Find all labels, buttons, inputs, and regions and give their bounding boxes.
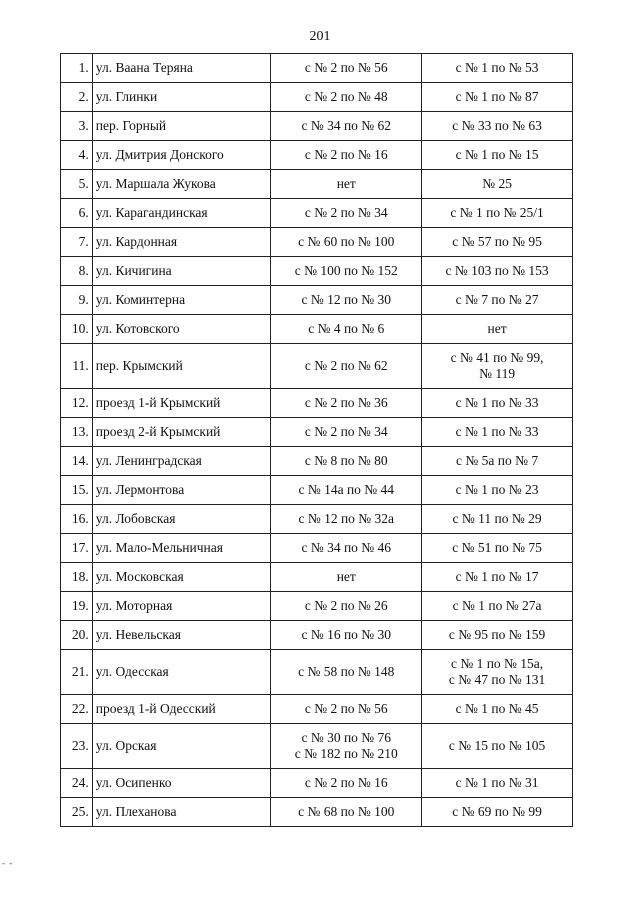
street-name-cell-text: проезд 1-й Одесский: [95, 701, 216, 716]
odd-range-cell-text: нет: [487, 321, 507, 336]
odd-range-cell: [422, 476, 573, 505]
odd-range-cell-text: с № 57 по № 95: [452, 234, 542, 249]
street-name-cell: [92, 592, 271, 621]
row-number-cell-text: 20.: [71, 627, 89, 642]
row-number-cell: [61, 724, 93, 769]
even-range-cell-text: с № 2 по № 48: [304, 89, 388, 104]
even-range-cell-text: с № 2 по № 36: [304, 395, 388, 410]
row-number-cell: [61, 798, 93, 827]
even-range-cell-text: с № 12 по № 30: [301, 292, 392, 307]
even-range-cell: [271, 83, 422, 112]
odd-range-cell-text: с № 1 по № 25/1: [450, 205, 544, 220]
street-name-cell-text: ул. Лобовская: [95, 511, 176, 526]
street-name-cell: [92, 769, 271, 798]
odd-range-cell-text: с № 69 по № 99: [452, 804, 542, 819]
even-range-cell: [271, 798, 422, 827]
odd-range-cell: [422, 650, 573, 695]
row-number-cell-text: 14.: [71, 453, 89, 468]
table-row: [61, 592, 573, 621]
even-range-cell: [271, 418, 422, 447]
street-name-cell-text: ул. Кичигина: [95, 263, 172, 278]
row-number-cell-text: 2.: [78, 89, 89, 104]
row-number-cell: [61, 344, 93, 389]
row-number-cell-text: 21.: [71, 664, 89, 679]
row-number-cell-text: 4.: [78, 147, 89, 162]
street-name-cell: [92, 344, 271, 389]
row-number-cell-text: 11.: [72, 358, 89, 373]
row-number-cell-text: 24.: [71, 775, 89, 790]
even-range-cell-text: с № 2 по № 16: [304, 775, 388, 790]
table-row: [61, 621, 573, 650]
row-number-cell: [61, 650, 93, 695]
row-number-cell-text: 5.: [78, 176, 89, 191]
row-number-cell: [61, 563, 93, 592]
streets-table-body: [61, 54, 573, 827]
row-number-cell: [61, 534, 93, 563]
table-row: [61, 418, 573, 447]
odd-range-cell: [422, 447, 573, 476]
odd-range-cell-text: с № 1 по № 17: [455, 569, 539, 584]
odd-range-cell-text: с № 41 по № 99, № 119: [450, 350, 544, 381]
street-name-cell: [92, 54, 271, 83]
row-number-cell-text: 22.: [71, 701, 89, 716]
row-number-cell-text: 13.: [71, 424, 89, 439]
odd-range-cell: [422, 769, 573, 798]
street-name-cell: [92, 228, 271, 257]
page-number: 201: [309, 29, 331, 44]
table-row: [61, 695, 573, 724]
table-row: [61, 228, 573, 257]
even-range-cell-text: нет: [336, 176, 356, 191]
even-range-cell: [271, 592, 422, 621]
street-name-cell: [92, 621, 271, 650]
street-name-cell-text: ул. Карагандинская: [95, 205, 208, 220]
table-row: [61, 505, 573, 534]
odd-range-cell: [422, 199, 573, 228]
street-name-cell: [92, 724, 271, 769]
even-range-cell: [271, 286, 422, 315]
row-number-cell-text: 18.: [71, 569, 89, 584]
even-range-cell-text: с № 2 по № 34: [304, 424, 388, 439]
odd-range-cell-text: с № 1 по № 53: [455, 60, 539, 75]
street-name-cell: [92, 112, 271, 141]
odd-range-cell-text: с № 33 по № 63: [452, 118, 542, 133]
row-number-cell-text: 7.: [78, 234, 89, 249]
street-name-cell-text: ул. Московская: [95, 569, 184, 584]
odd-range-cell-text: с № 11 по № 29: [452, 511, 542, 526]
street-name-cell-text: ул. Глинки: [95, 89, 158, 104]
odd-range-cell: [422, 344, 573, 389]
row-number-cell-text: 23.: [71, 738, 89, 753]
street-name-cell: [92, 286, 271, 315]
odd-range-cell-text: с № 1 по № 27а: [452, 598, 542, 613]
table-row: [61, 199, 573, 228]
odd-range-cell: [422, 83, 573, 112]
street-name-cell-text: ул. Котовского: [95, 321, 180, 336]
street-name-cell-text: ул. Орская: [95, 738, 157, 753]
table-row: [61, 724, 573, 769]
table-row: [61, 447, 573, 476]
row-number-cell-text: 8.: [78, 263, 89, 278]
street-name-cell-text: ул. Плеханова: [95, 804, 177, 819]
row-number-cell: [61, 695, 93, 724]
odd-range-cell: [422, 54, 573, 83]
street-name-cell-text: ул. Осипенко: [95, 775, 172, 790]
odd-range-cell-text: с № 1 по № 33: [455, 424, 539, 439]
table-row: [61, 534, 573, 563]
row-number-cell-text: 12.: [71, 395, 89, 410]
even-range-cell-text: с № 30 по № 76 с № 182 по № 210: [294, 730, 398, 761]
street-name-cell-text: ул. Маршала Жукова: [95, 176, 216, 191]
odd-range-cell-text: с № 51 по № 75: [452, 540, 542, 555]
odd-range-cell: [422, 505, 573, 534]
row-number-cell: [61, 447, 93, 476]
even-range-cell: [271, 724, 422, 769]
street-name-cell-text: ул. Невельская: [95, 627, 181, 642]
row-number-cell: [61, 389, 93, 418]
row-number-cell: [61, 141, 93, 170]
odd-range-cell-text: с № 1 по № 23: [455, 482, 539, 497]
table-row: [61, 315, 573, 344]
row-number-cell-text: 17.: [71, 540, 89, 555]
even-range-cell-text: с № 34 по № 46: [301, 540, 392, 555]
even-range-cell: [271, 315, 422, 344]
odd-range-cell-text: с № 1 по № 15: [455, 147, 539, 162]
even-range-cell-text: с № 2 по № 62: [304, 358, 388, 373]
odd-range-cell: [422, 798, 573, 827]
odd-range-cell-text: с № 1 по № 31: [455, 775, 539, 790]
row-number-cell-text: 10.: [71, 321, 89, 336]
odd-range-cell: [422, 286, 573, 315]
street-name-cell-text: ул. Лермонтова: [95, 482, 185, 497]
odd-range-cell-text: с № 15 по № 105: [448, 738, 546, 753]
even-range-cell: [271, 650, 422, 695]
table-row: [61, 257, 573, 286]
even-range-cell-text: с № 68 по № 100: [298, 804, 395, 819]
row-number-cell: [61, 592, 93, 621]
table-row: [61, 286, 573, 315]
street-name-cell-text: ул. Ленинградская: [95, 453, 202, 468]
table-row: [61, 170, 573, 199]
table-row: [61, 112, 573, 141]
even-range-cell: [271, 344, 422, 389]
odd-range-cell: [422, 257, 573, 286]
table-row: [61, 563, 573, 592]
street-name-cell: [92, 447, 271, 476]
street-name-cell: [92, 170, 271, 199]
even-range-cell-text: с № 100 по № 152: [294, 263, 398, 278]
row-number-cell-text: 15.: [71, 482, 89, 497]
row-number-cell: [61, 199, 93, 228]
street-name-cell: [92, 418, 271, 447]
street-name-cell: [92, 798, 271, 827]
odd-range-cell-text: с № 1 по № 15а, с № 47 по № 131: [448, 656, 546, 687]
street-name-cell: [92, 505, 271, 534]
even-range-cell-text: с № 2 по № 34: [304, 205, 388, 220]
street-name-cell-text: ул. Моторная: [95, 598, 173, 613]
even-range-cell: [271, 621, 422, 650]
odd-range-cell: [422, 170, 573, 199]
row-number-cell-text: 9.: [78, 292, 89, 307]
even-range-cell: [271, 389, 422, 418]
table-row: [61, 54, 573, 83]
street-name-cell: [92, 563, 271, 592]
row-number-cell: [61, 83, 93, 112]
even-range-cell-text: с № 12 по № 32а: [298, 511, 395, 526]
table-row: [61, 83, 573, 112]
odd-range-cell: [422, 592, 573, 621]
even-range-cell: [271, 476, 422, 505]
odd-range-cell: [422, 389, 573, 418]
odd-range-cell: [422, 534, 573, 563]
odd-range-cell: [422, 563, 573, 592]
row-number-cell-text: 3.: [78, 118, 89, 133]
table-row: [61, 650, 573, 695]
even-range-cell-text: с № 2 по № 56: [304, 701, 388, 716]
street-name-cell-text: проезд 1-й Крымский: [95, 395, 221, 410]
even-range-cell-text: с № 8 по № 80: [304, 453, 388, 468]
odd-range-cell-text: № 25: [482, 176, 512, 191]
odd-range-cell: [422, 112, 573, 141]
even-range-cell: [271, 170, 422, 199]
street-name-cell: [92, 534, 271, 563]
even-range-cell: [271, 199, 422, 228]
row-number-cell: [61, 418, 93, 447]
table-row: [61, 389, 573, 418]
even-range-cell: [271, 54, 422, 83]
table-row: [61, 769, 573, 798]
streets-table: [60, 53, 573, 827]
street-name-cell-text: ул. Ваана Теряна: [95, 60, 193, 75]
odd-range-cell: [422, 695, 573, 724]
even-range-cell: [271, 563, 422, 592]
odd-range-cell: [422, 315, 573, 344]
even-range-cell-text: с № 14а по № 44: [298, 482, 395, 497]
street-name-cell-text: ул. Мало-Мельничная: [95, 540, 223, 555]
table-row: [61, 798, 573, 827]
odd-range-cell-text: с № 7 по № 27: [455, 292, 539, 307]
even-range-cell-text: с № 58 по № 148: [298, 664, 395, 679]
street-name-cell: [92, 141, 271, 170]
row-number-cell-text: 16.: [71, 511, 89, 526]
row-number-cell-text: 25.: [71, 804, 89, 819]
row-number-cell: [61, 228, 93, 257]
street-name-cell-text: ул. Кардонная: [95, 234, 178, 249]
street-name-cell-text: пер. Горный: [95, 118, 167, 133]
even-range-cell-text: с № 16 по № 30: [301, 627, 392, 642]
odd-range-cell: [422, 228, 573, 257]
street-name-cell: [92, 650, 271, 695]
street-name-cell-text: ул. Одесская: [95, 664, 169, 679]
odd-range-cell: [422, 724, 573, 769]
street-name-cell-text: ул. Коминтерна: [95, 292, 186, 307]
even-range-cell-text: нет: [336, 569, 356, 584]
row-number-cell: [61, 476, 93, 505]
odd-range-cell: [422, 621, 573, 650]
even-range-cell-text: с № 2 по № 56: [304, 60, 388, 75]
row-number-cell: [61, 769, 93, 798]
even-range-cell: [271, 534, 422, 563]
row-number-cell: [61, 505, 93, 534]
even-range-cell-text: с № 60 по № 100: [298, 234, 395, 249]
street-name-cell: [92, 257, 271, 286]
table-row: [61, 344, 573, 389]
even-range-cell-text: с № 2 по № 16: [304, 147, 388, 162]
street-name-cell: [92, 695, 271, 724]
even-range-cell: [271, 141, 422, 170]
row-number-cell: [61, 257, 93, 286]
street-name-cell-text: ул. Дмитрия Донского: [95, 147, 224, 162]
even-range-cell: [271, 695, 422, 724]
odd-range-cell-text: с № 95 по № 159: [448, 627, 546, 642]
even-range-cell: [271, 447, 422, 476]
odd-range-cell: [422, 141, 573, 170]
row-number-cell-text: 6.: [78, 205, 89, 220]
row-number-cell-text: 1.: [78, 60, 89, 75]
odd-range-cell-text: с № 1 по № 45: [455, 701, 539, 716]
even-range-cell-text: с № 2 по № 26: [304, 598, 388, 613]
row-number-cell: [61, 170, 93, 199]
street-name-cell: [92, 389, 271, 418]
row-number-cell: [61, 54, 93, 83]
even-range-cell: [271, 112, 422, 141]
row-number-cell: [61, 112, 93, 141]
street-name-cell: [92, 315, 271, 344]
odd-range-cell-text: с № 1 по № 87: [455, 89, 539, 104]
row-number-cell: [61, 621, 93, 650]
footer-mark: - -: [2, 858, 14, 868]
street-name-cell: [92, 476, 271, 505]
table-row: [61, 141, 573, 170]
even-range-cell: [271, 228, 422, 257]
row-number-cell-text: 19.: [71, 598, 89, 613]
street-name-cell: [92, 83, 271, 112]
odd-range-cell-text: с № 103 по № 153: [445, 263, 549, 278]
row-number-cell: [61, 315, 93, 344]
odd-range-cell-text: с № 1 по № 33: [455, 395, 539, 410]
table-row: [61, 476, 573, 505]
odd-range-cell-text: с № 5а по № 7: [456, 453, 539, 468]
even-range-cell-text: с № 34 по № 62: [301, 118, 392, 133]
street-name-cell-text: пер. Крымский: [95, 358, 183, 373]
even-range-cell: [271, 505, 422, 534]
row-number-cell: [61, 286, 93, 315]
street-name-cell: [92, 199, 271, 228]
street-name-cell-text: проезд 2-й Крымский: [95, 424, 221, 439]
even-range-cell: [271, 257, 422, 286]
odd-range-cell: [422, 418, 573, 447]
even-range-cell: [271, 769, 422, 798]
even-range-cell-text: с № 4 по № 6: [308, 321, 385, 336]
